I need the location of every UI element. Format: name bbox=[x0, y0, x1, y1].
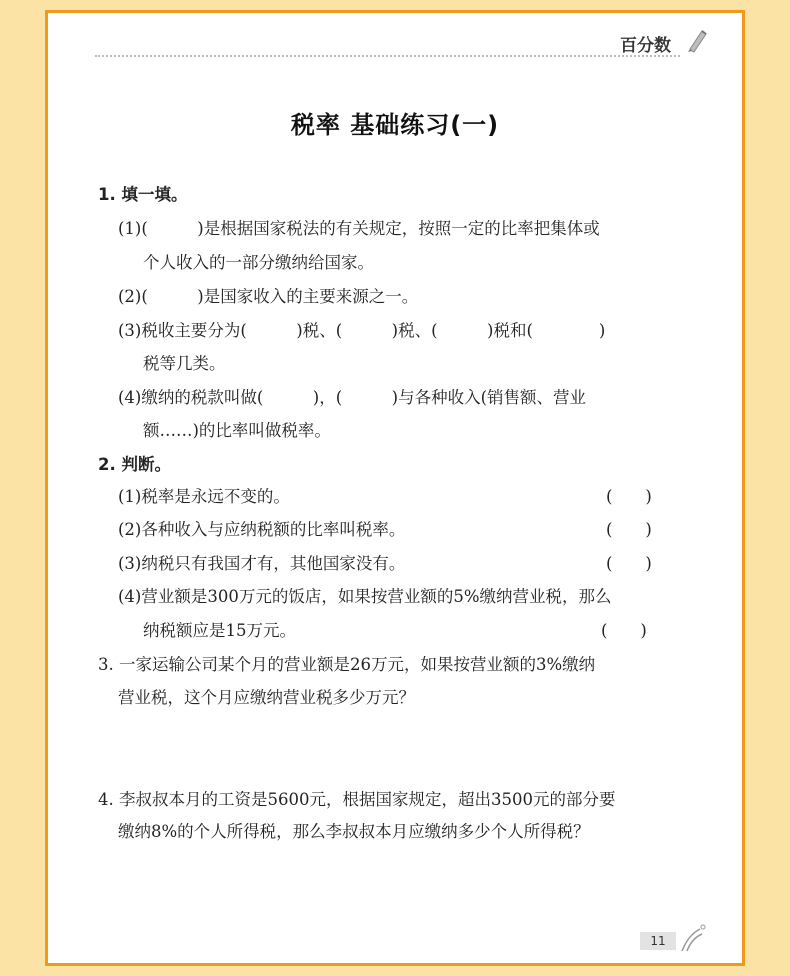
q1-line-3: (2)( )是国家收入的主要来源之一。 bbox=[118, 287, 419, 306]
page-title: 税率 基础练习(一) bbox=[290, 111, 500, 139]
q2-statement-3: (3)纳税只有我国才有，其他国家没有。 bbox=[118, 554, 406, 573]
q4-line-1: 4. 李叔叔本月的工资是5600元，根据国家规定，超出3500元的部分要 bbox=[98, 790, 616, 809]
q1-line-5: 税等几类。 bbox=[143, 354, 226, 373]
q2-heading: 2. 判断。 bbox=[98, 455, 171, 474]
q2-statement-2: (2)各种收入与应纳税额的比率叫税率。 bbox=[118, 520, 406, 539]
q2-statement-1: (1)税率是永远不变的。 bbox=[118, 487, 290, 506]
q1-line-1: (1)( )是根据国家税法的有关规定，按照一定的比率把集体或 bbox=[118, 219, 600, 238]
swirl-decoration-icon bbox=[678, 923, 706, 953]
header-divider bbox=[95, 55, 680, 57]
answer-paren-4: ( ) bbox=[601, 621, 647, 640]
answer-paren-3: ( ) bbox=[606, 554, 652, 573]
q1-line-4: (3)税收主要分为( )税、( )税、( )税和( ) bbox=[118, 321, 606, 340]
q3-line-1: 3. 一家运输公司某个月的营业额是26万元，如果按营业额的3%缴纳 bbox=[98, 655, 596, 674]
answer-paren-1: ( ) bbox=[606, 487, 652, 506]
page-number: 11 bbox=[640, 932, 676, 950]
q1-line-7: 额……)的比率叫做税率。 bbox=[143, 421, 331, 440]
q4-line-2: 缴纳8%的个人所得税，那么李叔叔本月应缴纳多少个人所得税？ bbox=[118, 822, 590, 841]
section-name: 百分数 bbox=[620, 36, 671, 56]
answer-paren-2: ( ) bbox=[606, 520, 652, 539]
q1-heading: 1. 填一填。 bbox=[98, 185, 188, 204]
q2-statement-4a: (4)营业额是300万元的饭店，如果按营业额的5%缴纳营业税，那么 bbox=[118, 587, 612, 606]
worksheet-page bbox=[45, 10, 745, 966]
q1-line-2: 个人收入的一部分缴纳给国家。 bbox=[143, 253, 374, 272]
pencil-icon bbox=[684, 27, 708, 53]
q2-statement-4b: 纳税额应是15万元。 bbox=[143, 621, 296, 640]
q1-line-6: (4)缴纳的税款叫做( )，( )与各种收入(销售额、营业 bbox=[118, 388, 587, 407]
q3-line-2: 营业税，这个月应缴纳营业税多少万元？ bbox=[118, 688, 415, 707]
